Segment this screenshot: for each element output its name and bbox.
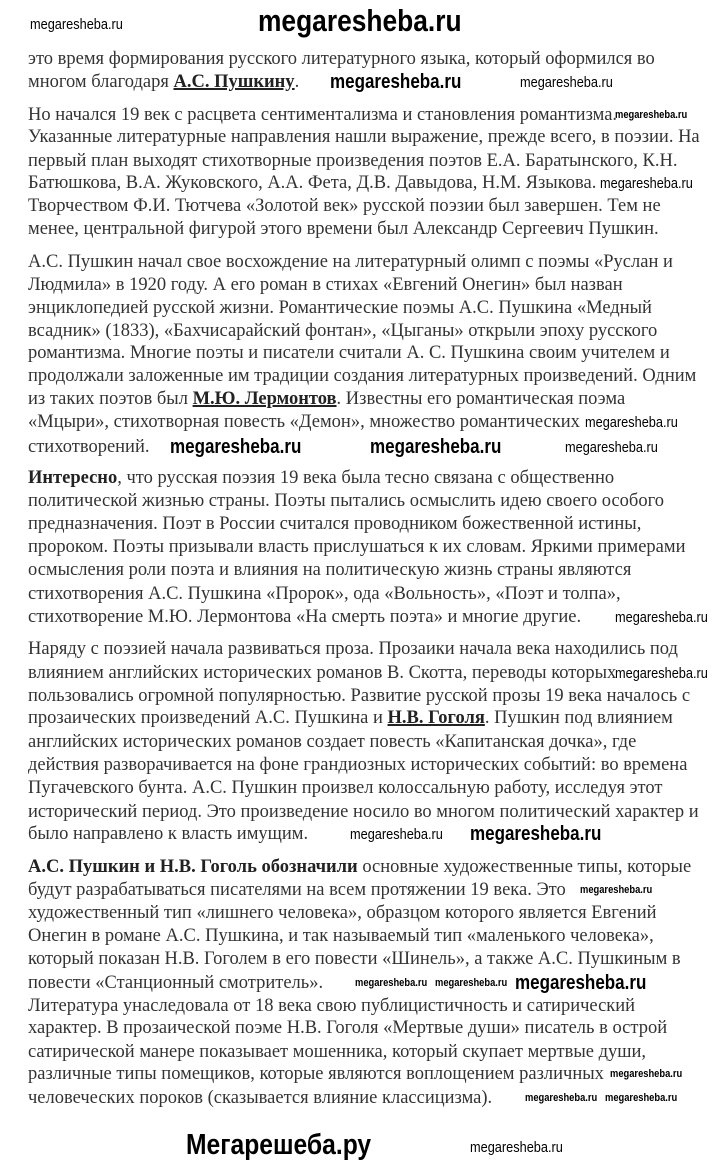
text-line: [28, 777, 662, 799]
text-segment: продолжали заложенные им традиции создания литературных произведений. Одним: [28, 366, 697, 386]
watermark: megaresheba.ru: [605, 1091, 678, 1104]
text-segment: исторический период. Это произведение носило во многом политический характер и: [28, 802, 699, 822]
watermark: megaresheba.ru: [330, 71, 462, 93]
text-line: [28, 536, 686, 558]
text-line: [28, 490, 664, 512]
text-segment: Литература унаследовала от 18 века свою публицистичность и сатирический: [28, 996, 636, 1016]
text-line: [28, 48, 655, 70]
text-line: [28, 104, 617, 126]
text-line: [28, 1063, 604, 1085]
text-segment: сатирической манере показывает мошенника, который скупает мертвые души,: [28, 1042, 647, 1062]
text-segment: Батюшкова, В.А. Жуковского, А.А. Фета, Д.В. Давыдова, Н.М. Языкова.: [28, 173, 597, 193]
text-line: [28, 1087, 492, 1109]
text-line: [28, 638, 678, 660]
text-line: [28, 606, 581, 628]
text-segment: различные типы помещиков, которые являются воплощением различных: [28, 1064, 604, 1084]
watermark: megaresheba.ru: [170, 436, 302, 458]
text-segment: политической жизнью страны. Поэты пытались осмыслить идею своего особого: [28, 491, 664, 511]
text-line: [28, 467, 614, 489]
text-line: [28, 172, 596, 194]
text-segment: . Пушкин под влиянием: [484, 708, 673, 728]
text-line: [28, 218, 659, 240]
author-link[interactable]: А.С. Пушкину: [173, 72, 295, 92]
text-line: [28, 685, 690, 707]
text-line: [28, 251, 673, 273]
footer-watermark: Мегарешеба.ру: [186, 1129, 372, 1161]
text-segment: осмысления роли поэта и влияния на политическую жизнь страны являются: [28, 560, 632, 580]
text-segment: многом благодаря: [28, 72, 174, 92]
text-segment: человеческих пороков (сказывается влияние классицизма).: [28, 1088, 493, 1108]
text-segment: . Известны его романтическая поэма: [336, 389, 626, 409]
text-segment: пользовались огромной популярностью. Развитие русской прозы 19 века началось с: [28, 686, 691, 706]
text-line: [28, 342, 670, 364]
text-segment: пророком. Поэты призывали власть прислушаться к их словам. Яркими примерами: [28, 537, 686, 557]
text-segment: Но начался 19 век с расцвета сентиментализма и становления романтизма.: [28, 105, 618, 125]
text-segment: предназначения. Поэт в России считался проводником божественной истины,: [28, 514, 642, 534]
text-segment: стихотворений.: [28, 437, 150, 457]
text-segment: было направлено к власть имущим.: [28, 824, 309, 844]
text-segment: всадник» (1833), «Бахчисарайский фонтан», «Цыганы» открыли эпоху русского: [28, 321, 658, 341]
text-segment: Творчеством Ф.И. Тютчева «Золотой век» русской поэзии был завершен. Тем не: [28, 196, 661, 216]
text-line: [28, 365, 696, 387]
text-segment: «Мцыри», стихотворная повесть «Демон», множество романтических: [28, 412, 580, 432]
text-segment: который показан Н.В. Гоголем в его повести «Шинель», а также А.С. Пушкиным в: [28, 949, 681, 969]
text-segment: характер. В прозаической поэме Н.В. Гоголя «Мертвые души» писатель в острой: [28, 1018, 668, 1038]
text-line: [28, 150, 677, 172]
text-line: [28, 320, 657, 342]
text-segment: Онегин в романе А.С. Пушкина, и так называемый тип «маленького человека»,: [28, 926, 654, 946]
text-segment: романтизма. Многие поэты и писатели считали А. С. Пушкина своим учителем и: [28, 343, 670, 363]
text-line: [28, 1017, 667, 1039]
text-line: [28, 411, 580, 433]
watermark: megaresheba.ru: [585, 413, 678, 431]
text-line: [28, 513, 641, 535]
text-line: [28, 972, 323, 994]
text-line: [28, 995, 635, 1017]
watermark: megaresheba.ru: [615, 664, 708, 682]
text-segment: Наряду с поэзией начала развиваться проза. Прозаики начала века находились под: [28, 639, 678, 659]
text-line: [28, 925, 654, 947]
text-line: [28, 126, 700, 148]
text-line: [28, 559, 631, 581]
text-segment: .: [294, 72, 300, 92]
text-segment: это время формирования русского литературного языка, который оформился во: [28, 49, 655, 69]
text-line: [28, 297, 652, 319]
text-line: [28, 754, 687, 776]
text-segment: стихотворения А.С. Пушкина «Пророк», ода «Вольность», «Поэт и толпа»,: [28, 584, 621, 604]
text-segment: будут разрабатываться писателями на всем протяжении 19 века. Это: [28, 880, 566, 900]
text-segment: Пугачевского бунта. А.С. Пушкин произвел колоссальную работу, исследуя этот: [28, 778, 663, 798]
text-line: [28, 856, 691, 878]
watermark: megaresheba.ru: [515, 972, 647, 994]
text-line: [28, 662, 616, 684]
author-link[interactable]: Н.В. Гоголя: [387, 708, 485, 728]
watermark: megaresheba.ru: [580, 883, 653, 896]
text-line: [28, 731, 636, 753]
text-line: [28, 195, 661, 217]
watermark: megaresheba.ru: [565, 438, 658, 456]
text-segment: действия разворачивается на фоне грандиозных исторических событий: во времена: [28, 755, 688, 775]
text-line: [28, 879, 566, 901]
text-segment: основные художественные типы, которые: [357, 857, 692, 877]
text-segment: влиянием английских исторических романов В. Скотта, переводы которых: [28, 663, 617, 683]
watermark: megaresheba.ru: [525, 1091, 598, 1104]
text-segment: повести «Станционный смотритель».: [28, 973, 324, 993]
watermark: megaresheba.ru: [370, 436, 502, 458]
watermark: megaresheba.ru: [615, 108, 688, 121]
text-line: [28, 801, 699, 823]
text-segment: художественный тип «лишнего человека», образцом которого является Евгений: [28, 903, 657, 923]
watermark: megaresheba.ru: [435, 976, 508, 989]
bold-text: А.С. Пушкин и Н.В. Гоголь обозначили: [28, 857, 358, 877]
text-segment: А.С. Пушкин начал свое восхождение на литературный олимп с поэмы «Руслан и: [28, 252, 673, 272]
text-segment: английских исторических романов создает повесть «Капитанская дочка», где: [28, 732, 637, 752]
watermark: megaresheba.ru: [610, 1067, 683, 1080]
header-watermark: megaresheba.ru: [258, 3, 462, 38]
text-line: [28, 707, 673, 729]
text-line: [28, 1041, 646, 1063]
text-line: [28, 436, 149, 458]
text-segment: , что русская поэзия 19 века была тесно связана с общественно: [117, 468, 615, 488]
text-segment: Указанные литературные направления нашли выражение, прежде всего, в поэзии. На: [28, 127, 700, 147]
text-line: [28, 902, 657, 924]
watermark: megaresheba.ru: [30, 15, 123, 33]
text-line: [28, 823, 308, 845]
text-line: [28, 388, 625, 410]
text-segment: стихотворение М.Ю. Лермонтова «На смерть поэта» и многие другие.: [28, 607, 582, 627]
text-segment: менее, центральной фигурой этого времени был Александр Сергеевич Пушкин.: [28, 219, 659, 239]
text-segment: первый план выходят стихотворные произведения поэтов Е.А. Баратынского, К.Н.: [28, 151, 678, 171]
watermark: megaresheba.ru: [355, 976, 428, 989]
text-segment: из таких поэтов был: [28, 389, 193, 409]
bold-text: Интересно: [28, 468, 118, 488]
text-line: [28, 274, 623, 296]
text-line: [28, 583, 621, 605]
watermark: megaresheba.ru: [470, 823, 602, 845]
text-segment: энциклопедией русской жизни. Романтические поэмы А.С. Пушкина «Медный: [28, 298, 652, 318]
text-segment: Людмила» в 1920 году. А его роман в стихах «Евгений Онегин» был назван: [28, 275, 623, 295]
watermark: megaresheba.ru: [520, 73, 613, 91]
watermark: megaresheba.ru: [600, 174, 693, 192]
text-segment: прозаических произведений А.С. Пушкина и: [28, 708, 388, 728]
watermark: megaresheba.ru: [350, 825, 443, 843]
watermark: megaresheba.ru: [470, 1138, 563, 1156]
watermark: megaresheba.ru: [615, 608, 708, 626]
text-line: [28, 71, 299, 93]
author-link[interactable]: М.Ю. Лермонтов: [192, 389, 337, 409]
text-line: [28, 948, 681, 970]
